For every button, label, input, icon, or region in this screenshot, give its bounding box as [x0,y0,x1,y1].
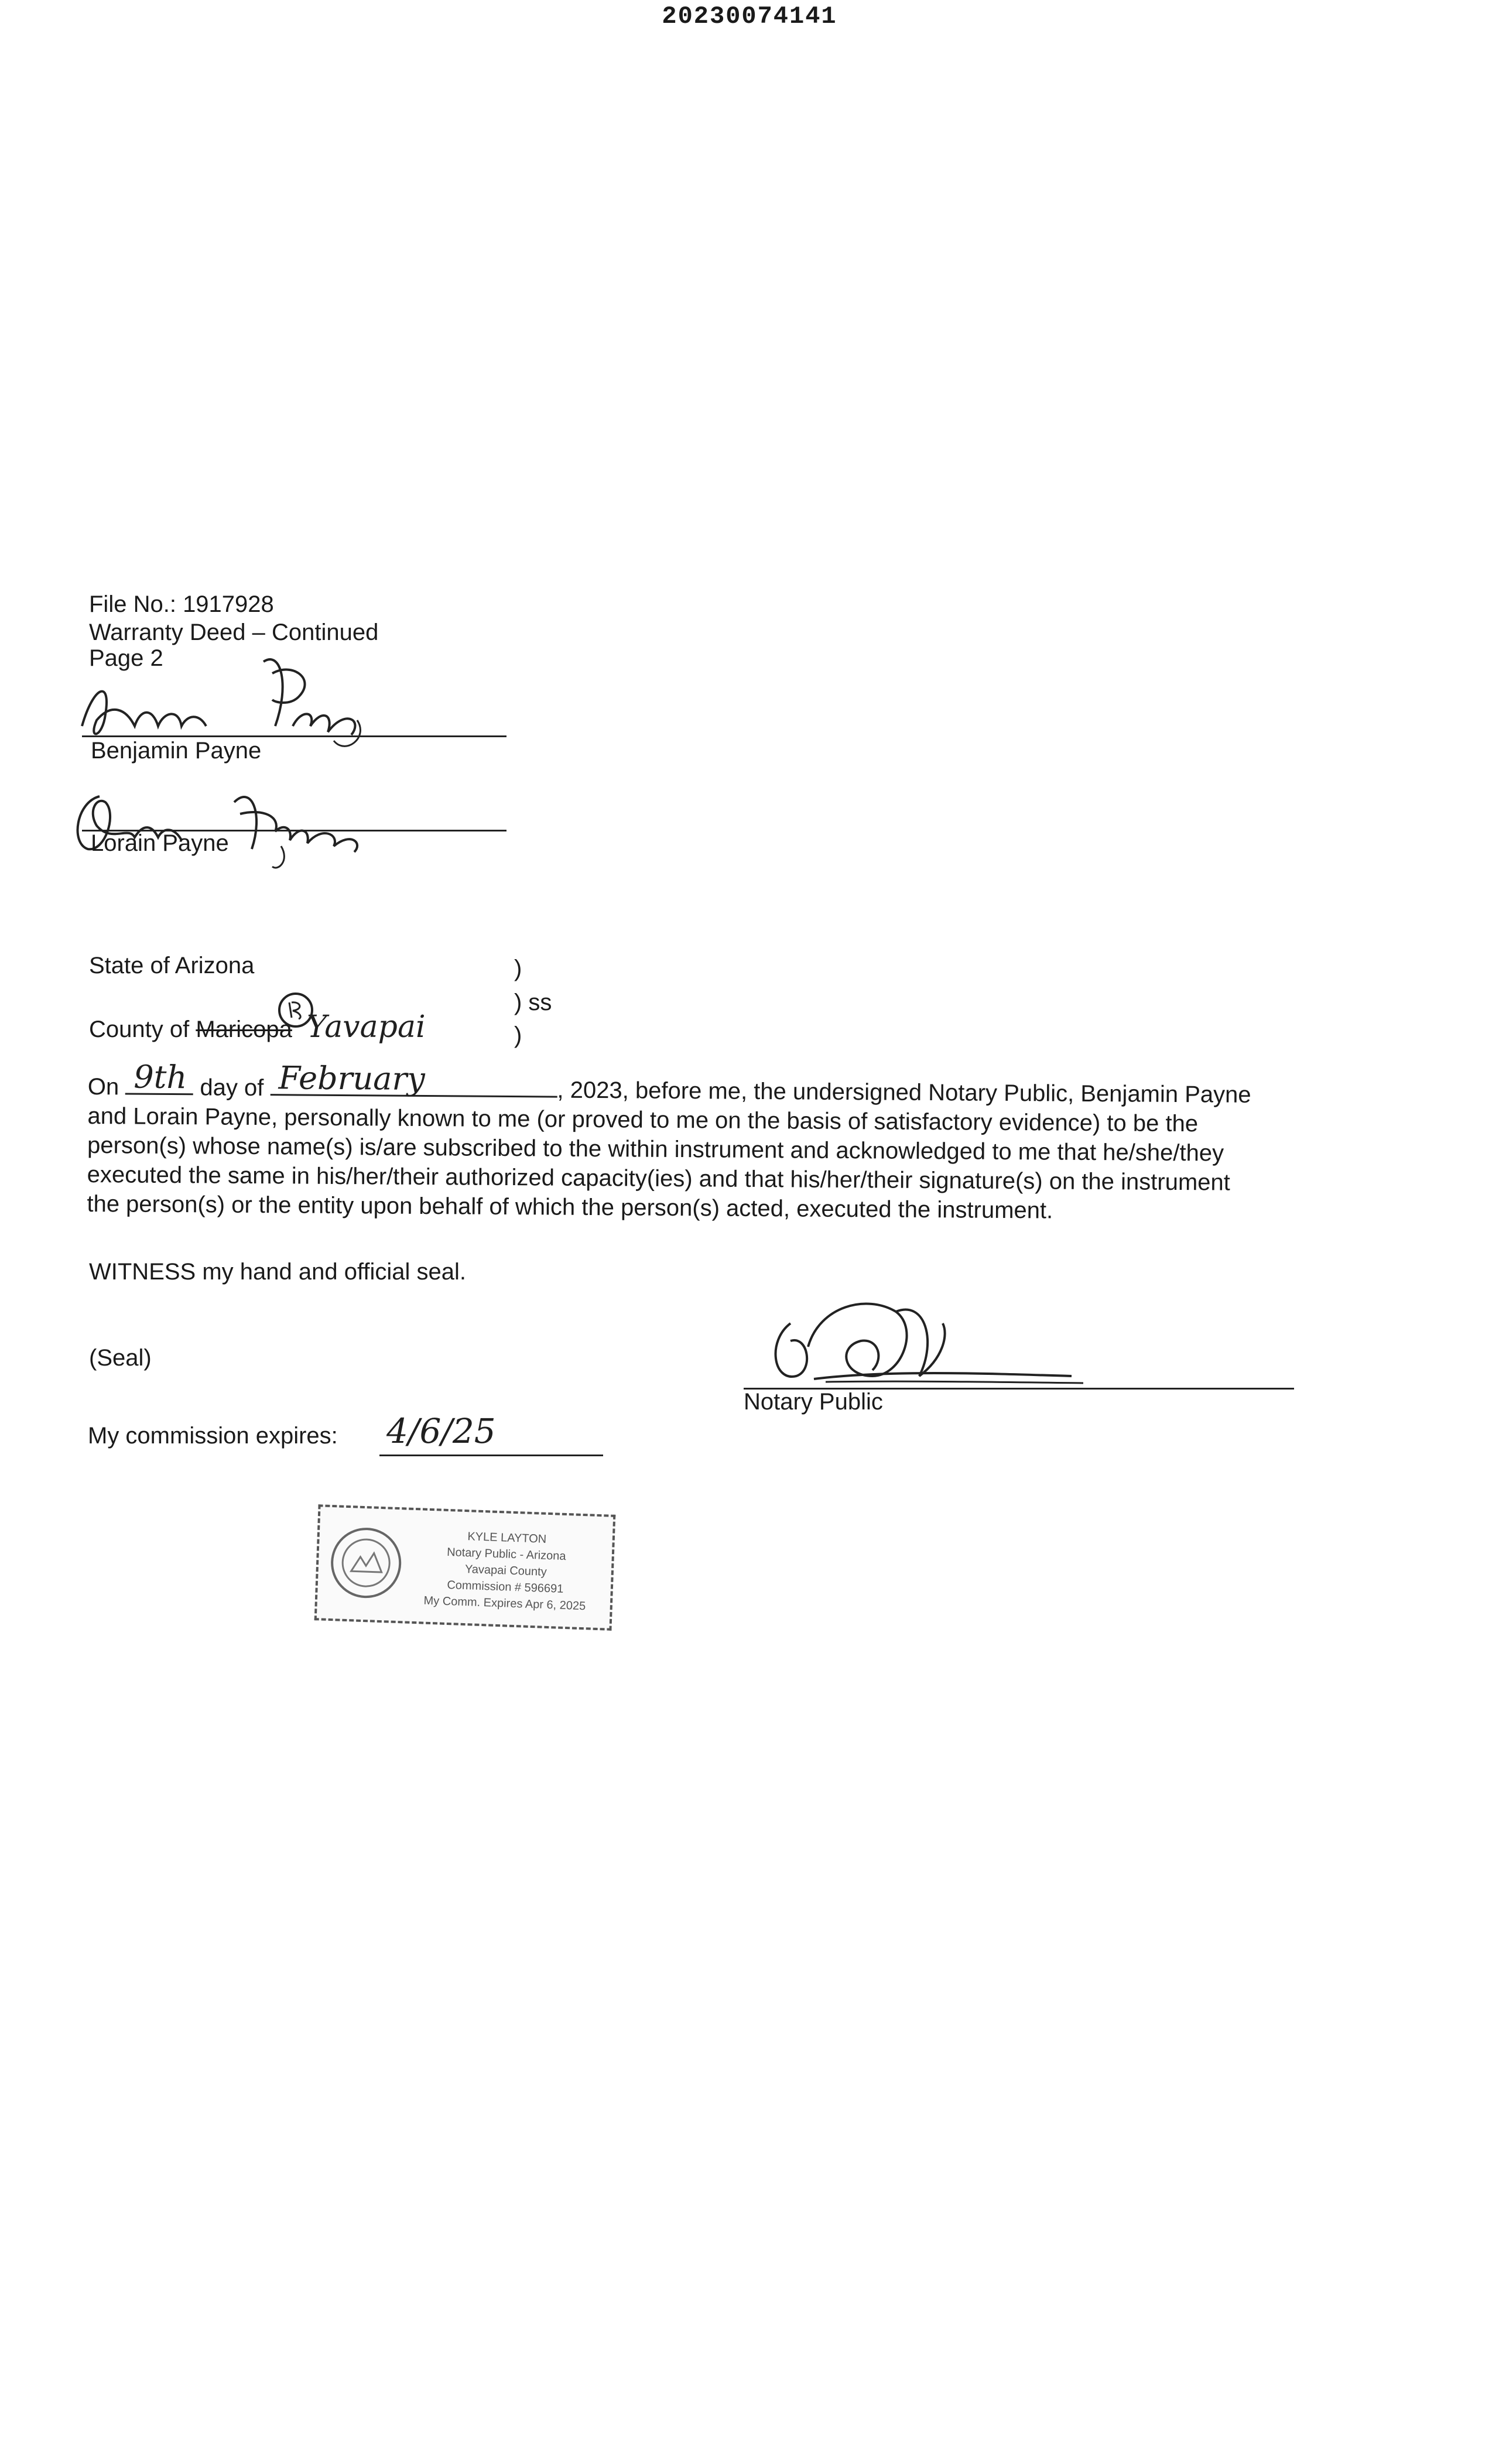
venue-paren-3: ) [514,1022,522,1048]
ack-line-2: and Lorain Payne, personally known to me (or proved to me on the basis of satisfactory evidence) to be the [87,1103,1199,1137]
document-title: Warranty Deed – Continued [89,620,379,645]
month-handwritten: February [278,1059,426,1098]
acknowledgment-paragraph [87,1058,1399,1228]
ack-line-4: executed the same in his/her/their authorized capacity(ies) and that his/her/their signature(s) on the instrument [87,1161,1231,1196]
seal-label: (Seal) [89,1345,152,1371]
commission-label: My commission expires: [88,1423,338,1449]
county-label: County of [89,1017,190,1042]
notary-stamp [314,1504,616,1631]
file-number-label: File No.: [89,591,176,617]
arizona-seal-icon [327,1524,405,1602]
county-handwritten: Yavapai [306,1009,426,1045]
ack-line-5: the person(s) or the entity upon behalf of which the person(s) acted, executed the instrument. [87,1190,1053,1224]
ack-on-label: On [87,1073,119,1100]
stamp-county: Yavapai County [464,1563,547,1579]
venue-ss: ) ss [514,990,552,1015]
commission-line [379,1455,603,1456]
notary-public-label: Notary Public [744,1389,883,1415]
signer-name-1: Benjamin Payne [91,738,262,764]
stamp-text [411,1527,601,1615]
witness-statement: WITNESS my hand and official seal. [89,1259,466,1285]
stamp-expires: My Comm. Expires Apr 6, 2025 [423,1594,586,1613]
ack-line-3: person(s) whose name(s) is/are subscribed to the within instrument and acknowledged to me that he/she/they [87,1132,1224,1166]
county-struck: Maricopa [196,1017,292,1042]
stamp-commission: Commission # 596691 [447,1578,564,1596]
stamp-name: KYLE LAYTON [467,1530,547,1546]
month-blank [270,1059,557,1098]
commission-date-handwritten: 4/6/25 [386,1411,496,1451]
stamp-title: Notary Public - Arizona [446,1545,566,1563]
document-number: 20230074141 [662,2,837,30]
file-number-line [89,590,274,618]
initials-mark-icon [275,990,316,1031]
day-blank [125,1058,193,1096]
venue-paren-1: ) [514,956,522,981]
lorain-payne-signature [64,779,369,872]
signer-name-2: Lorain Payne [91,830,229,856]
ack-day-of-label: day of [200,1074,264,1101]
page-number: Page 2 [89,645,163,671]
file-number: 1917928 [183,591,274,617]
day-handwritten: 9th [134,1058,187,1096]
venue-county [89,1009,426,1045]
ack-line-1-rest: , 2023, before me, the undersigned Notary Public, Benjamin Payne [557,1077,1251,1108]
venue-state: State of Arizona [89,953,255,978]
